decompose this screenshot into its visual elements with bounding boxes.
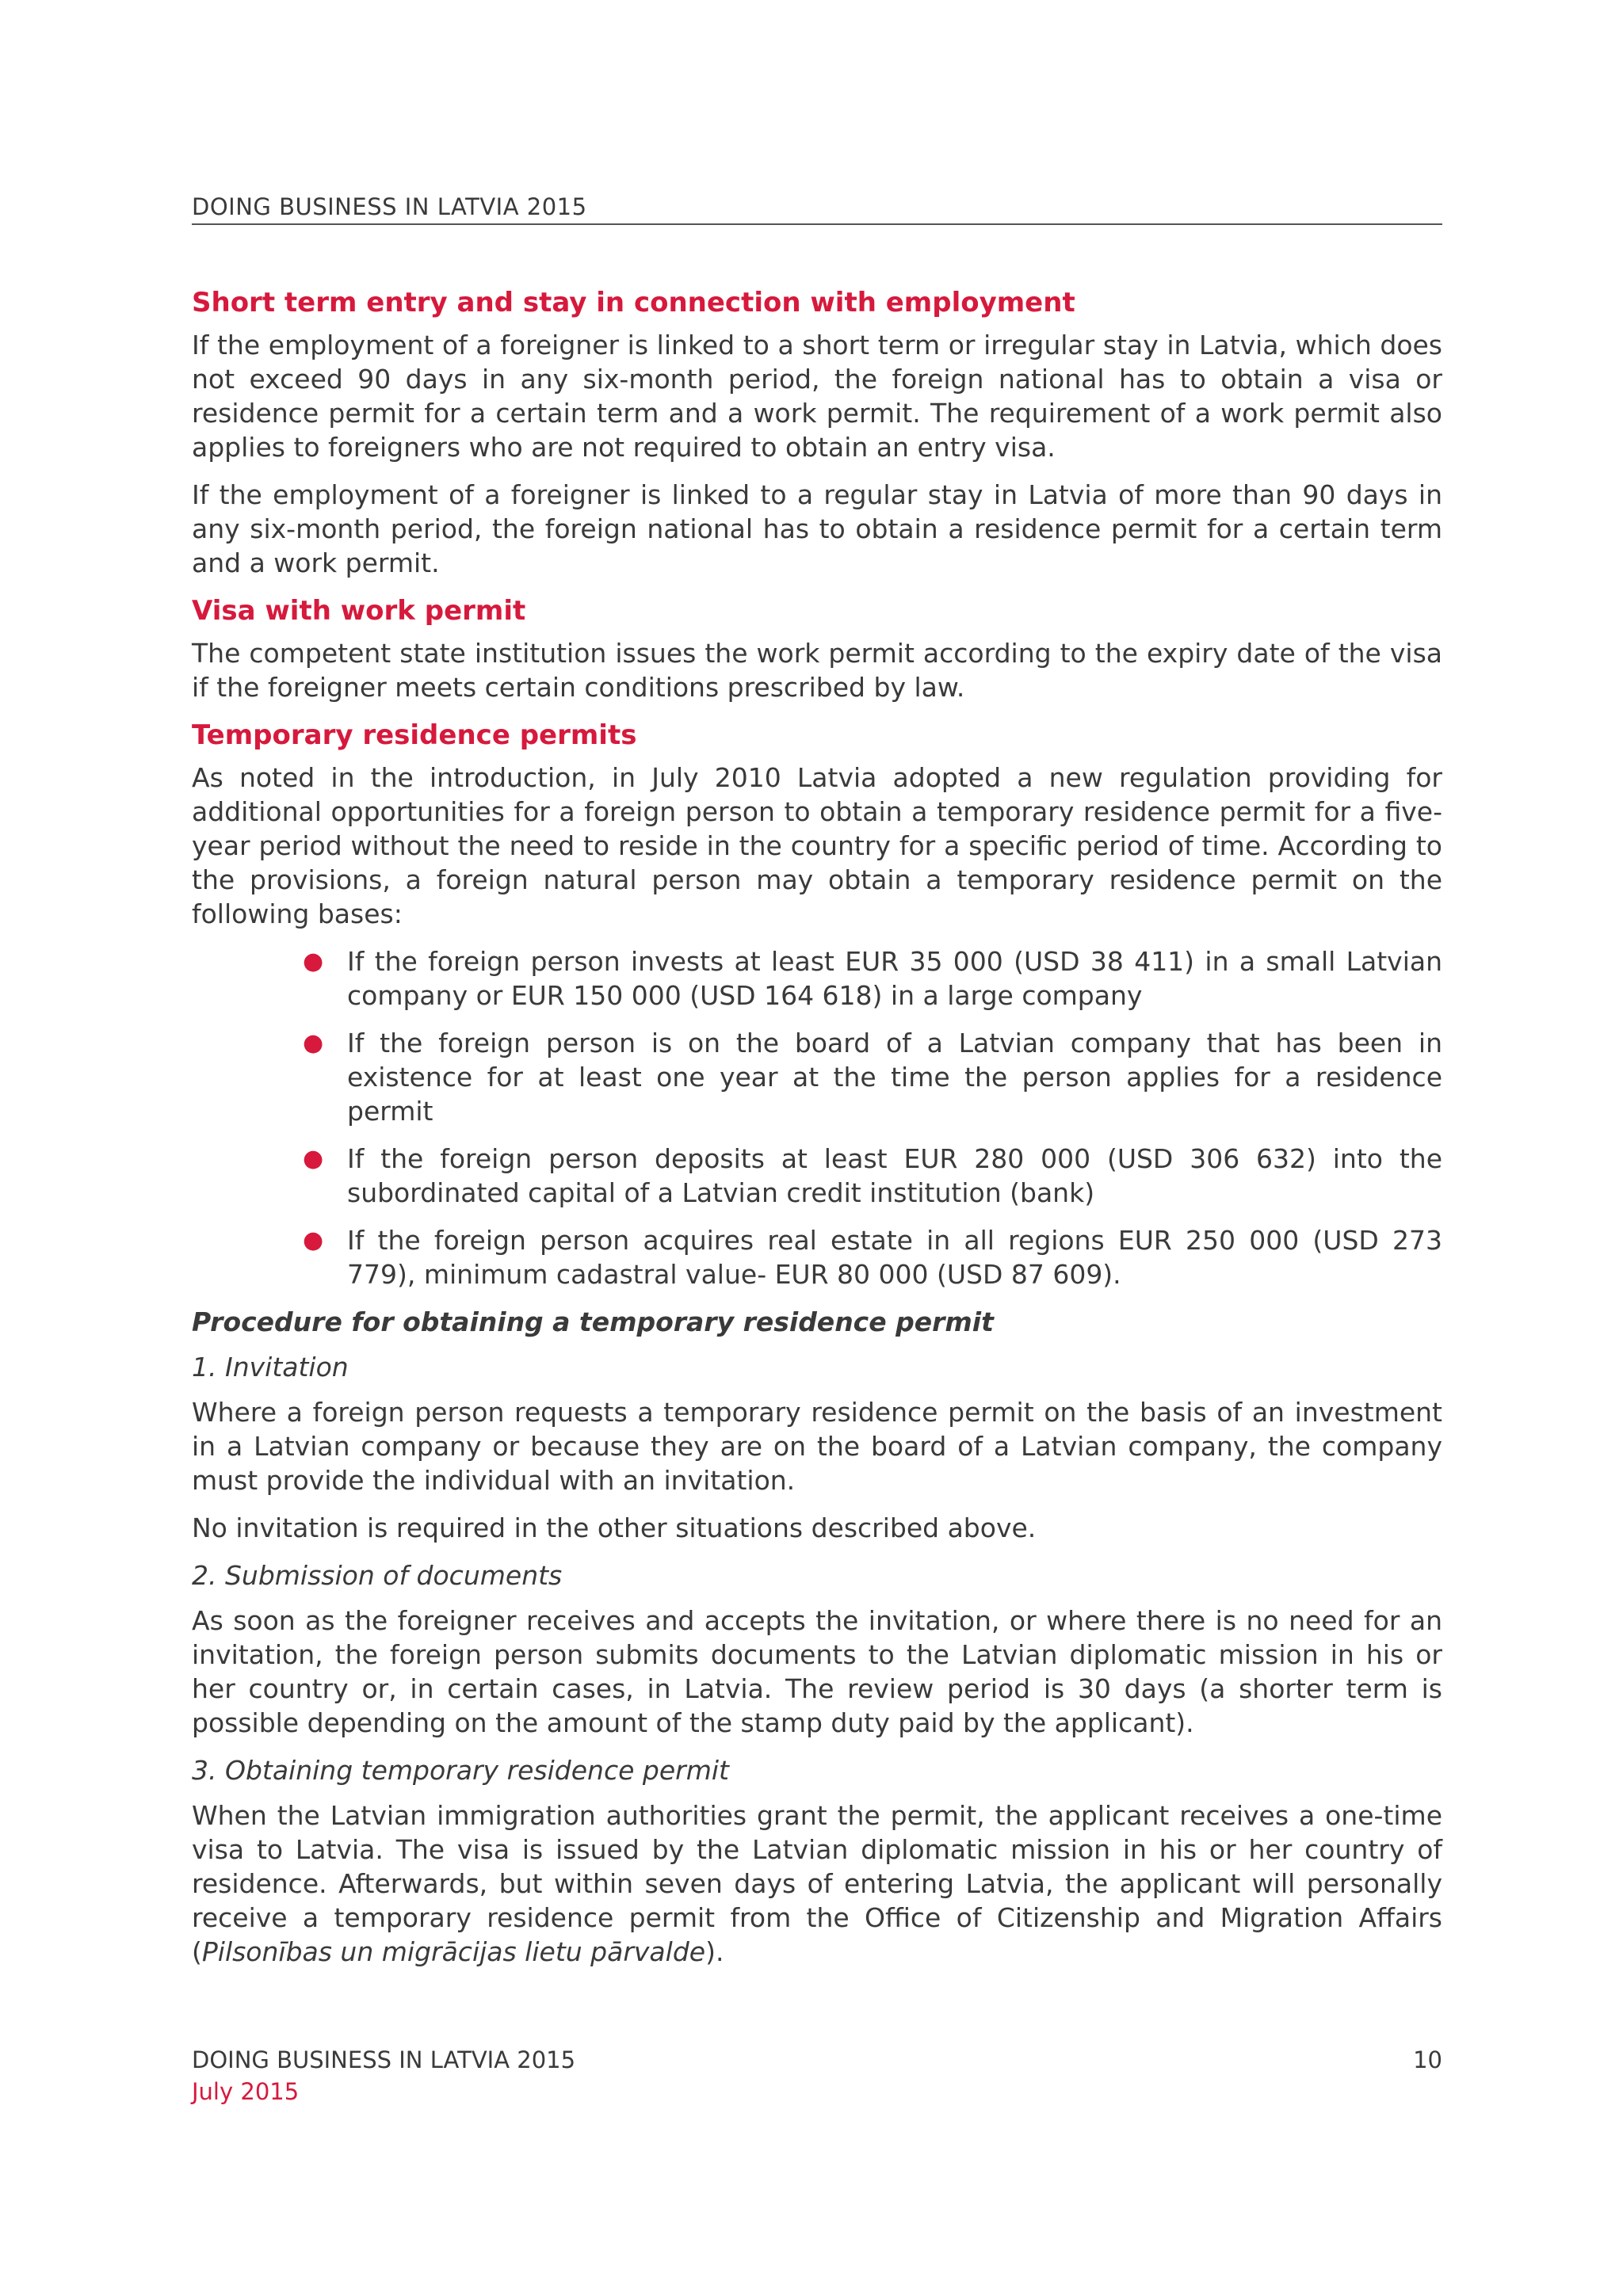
bullet-icon: ● (303, 1145, 324, 1173)
running-header: DOING BUSINESS IN LATVIA 2015 (192, 193, 1442, 225)
paragraph (192, 1798, 1442, 1969)
list-item-text: If the foreign person is on the board of a Latvian company that has been in existence for at least one year at the time the person applies for a residence permit (347, 1028, 1442, 1127)
paragraph: If the employment of a foreigner is linked to a regular stay in Latvia of more than 90 days in any six-month period, the foreign national has to obtain a residence permit for a certain term and a work permit. (192, 479, 1442, 578)
paragraph: As noted in the introduction, in July 2010 Latvia adopted a new regulation providing for additional opportunities for a foreign person to obtain a temporary residence permit for a five-year period without the need to reside in the country for a specific period of time. According to the provisions, a foreign natural person may obtain a temporary residence permit on the following bases: (192, 762, 1442, 929)
heading-procedure: Procedure for obtaining a temporary residence permit (192, 1306, 994, 1337)
bullet-icon: ● (303, 1226, 324, 1254)
list-item-text: If the foreign person deposits at least EUR 280 000 (USD 306 632) into the subordinated capital of a Latvian credit institution (bank) (347, 1143, 1442, 1208)
list-item (303, 1026, 1442, 1128)
bullet-icon: ● (303, 948, 324, 975)
list-item (303, 1223, 1442, 1291)
list-item (303, 1142, 1442, 1210)
paragraph: As soon as the foreigner receives and accepts the invitation, or where there is no need for an invitation, the foreign person submits documents to the Latvian diplomatic mission in his or her country or, in certain cases, in Latvia. The review period is 30 days (a shorter term is possible depending on the amount of the stamp duty paid by the applicant). (192, 1605, 1442, 1738)
list-item (303, 944, 1442, 1013)
paragraph: No invitation is required in the other situations described above. (192, 1512, 1037, 1543)
page-footer (192, 2044, 1442, 2107)
bases-list (192, 944, 1442, 1291)
bullet-icon: ● (303, 1029, 324, 1057)
paragraph: If the employment of a foreigner is linked to a short term or irregular stay in Latvia, which does not exceed 90 days in any six-month period, the foreign national has to obtain a visa or residence permit for a certain term and a work permit. The requirement of a work permit also applies to foreigners who are not required to obtain an entry visa. (192, 330, 1442, 463)
paragraph-text-end: ). (705, 1936, 724, 1967)
footer-date: July 2015 (192, 2078, 300, 2105)
paragraph-text: When the Latvian immigration authorities grant the permit, the applicant receives a one-time visa to Latvia. The visa is issued by the Latvian diplomatic mission in his or her country of residence. Afterwards, but within seven days of entering Latvia, the applicant will personally receive a temporary residence permit from the Office of Citizenship and Migration Affairs ( (192, 1800, 1442, 1967)
italic-term: Pilsonības un migrācijas lietu pārvalde (201, 1936, 706, 1967)
footer-title: DOING BUSINESS IN LATVIA 2015 (192, 2046, 576, 2073)
subheading-submission: 2. Submission of documents (192, 1560, 563, 1591)
heading-temporary-residence-permits: Temporary residence permits (192, 719, 637, 751)
page-number: 10 (1413, 2046, 1442, 2073)
list-item-text: If the foreign person acquires real estate in all regions EUR 250 000 (USD 273 779), minimum cadastral value- EUR 80 000 (USD 87 609). (347, 1225, 1442, 1290)
subheading-invitation: 1. Invitation (192, 1352, 349, 1383)
page-content (192, 285, 1442, 1982)
subheading-obtaining: 3. Obtaining temporary residence permit (192, 1755, 729, 1786)
paragraph: Where a foreign person requests a temporary residence permit on the basis of an investment in a Latvian company or because they are on the board of a Latvian company, the company must provide the individual with an invitation. (192, 1397, 1442, 1496)
heading-short-term-entry: Short term entry and stay in connection with employment (192, 287, 1075, 318)
list-item-text: If the foreign person invests at least EUR 35 000 (USD 38 411) in a small Latvian company or EUR 150 000 (USD 164 618) in a large company (347, 946, 1442, 1011)
heading-visa-work-permit: Visa with work permit (192, 595, 526, 627)
paragraph: The competent state institution issues the work permit according to the expiry date of the visa if the foreigner meets certain conditions prescribed by law. (192, 638, 1442, 703)
